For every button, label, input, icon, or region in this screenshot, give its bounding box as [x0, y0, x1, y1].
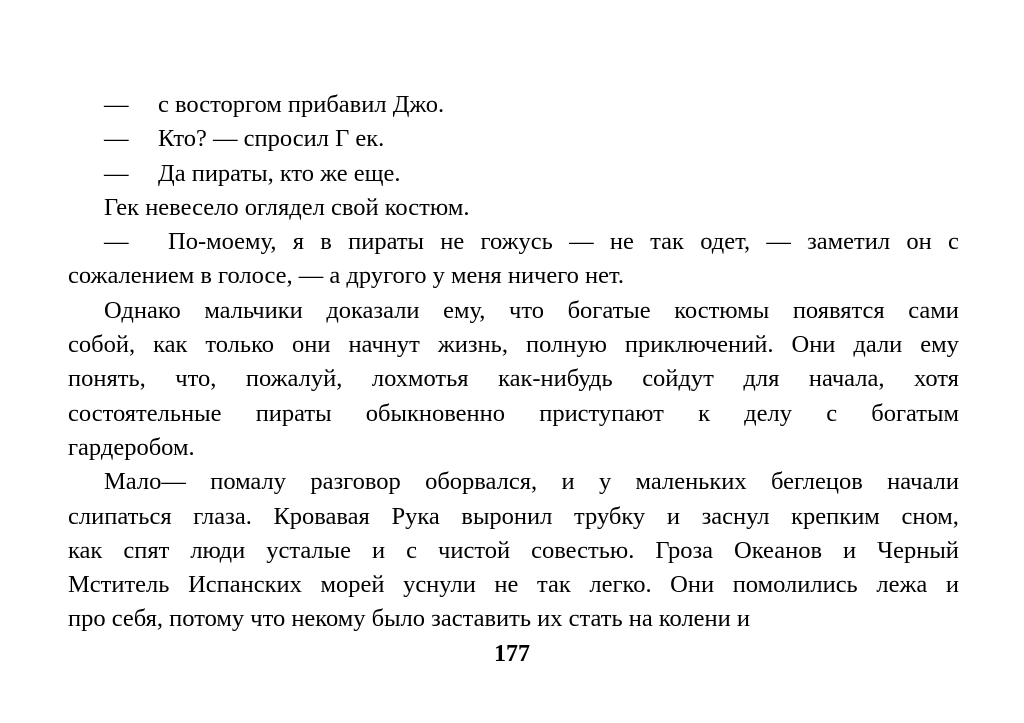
word: костюмы	[674, 296, 770, 324]
word: спят	[123, 536, 170, 564]
word: обыкновенно	[365, 399, 505, 427]
word: только	[205, 331, 274, 359]
word: и	[372, 536, 386, 564]
word: и	[561, 468, 575, 496]
word: жизнь,	[437, 331, 508, 359]
word: пожалуй,	[245, 365, 343, 393]
word: Мало—	[104, 468, 186, 496]
word: что,	[175, 365, 217, 393]
dialogue-text: Да пираты, кто же еще.	[158, 159, 401, 187]
word: ему,	[443, 296, 486, 324]
word: приступают	[539, 399, 664, 427]
word: глаза.	[193, 502, 252, 530]
word: так	[537, 571, 571, 599]
justified-line	[68, 465, 959, 499]
word: доказали	[326, 296, 420, 324]
word: начнут	[348, 331, 420, 359]
word: не	[494, 571, 519, 599]
dialogue-line	[68, 157, 959, 191]
word: с	[406, 536, 418, 564]
word: Они	[791, 331, 836, 359]
word: пираты	[255, 399, 332, 427]
word: и	[666, 502, 680, 530]
dialogue-dash: —	[104, 125, 129, 153]
justified-line	[68, 294, 959, 328]
book-page-text	[68, 88, 959, 637]
word: дали	[853, 331, 903, 359]
word: богатые	[567, 296, 651, 324]
word: легко.	[589, 571, 652, 599]
word: слипаться	[68, 502, 172, 530]
word: и	[945, 571, 959, 599]
word: у	[598, 468, 612, 496]
word: начала,	[808, 365, 885, 393]
word: разговор	[310, 468, 401, 496]
dialogue-line-justified	[68, 225, 959, 259]
word: одет,	[700, 228, 751, 256]
word: в	[320, 228, 332, 256]
justified-line	[68, 534, 959, 568]
dialogue-line	[68, 88, 959, 122]
dialogue-text: Кто? — спросил Г ек.	[158, 125, 385, 153]
word: совестью.	[531, 536, 635, 564]
word: уснули	[403, 571, 476, 599]
word: трубку	[574, 502, 646, 530]
word: собой,	[68, 331, 136, 359]
word: лохмотья	[371, 365, 469, 393]
paragraph-last-line: гардеробом.	[68, 433, 195, 461]
word: Они	[670, 571, 715, 599]
word: Океанов	[734, 536, 823, 564]
word: помалу	[210, 468, 286, 496]
word: как-нибудь	[498, 365, 613, 393]
word: крепким	[791, 502, 880, 530]
dialogue-line	[68, 122, 959, 156]
word: заснул	[701, 502, 770, 530]
word: и	[843, 536, 857, 564]
word: как	[68, 536, 103, 564]
word: он	[906, 228, 932, 256]
word: не	[440, 228, 465, 256]
word: с	[826, 399, 838, 427]
word: богатым	[871, 399, 959, 427]
word: понять,	[68, 365, 146, 393]
word: оборвался,	[425, 468, 538, 496]
word: состоятельные	[68, 399, 222, 427]
word: сном,	[901, 502, 959, 530]
word: так	[650, 228, 684, 256]
word: чистой	[438, 536, 511, 564]
paragraph-last-line: про себя, потому что некому было заставить их стать на колени и	[68, 605, 751, 633]
word: делу	[744, 399, 792, 427]
word: пираты	[348, 228, 425, 256]
word: лежа	[876, 571, 928, 599]
word: мальчики	[204, 296, 303, 324]
dialogue-text: с восторгом прибавил Джо.	[158, 91, 445, 118]
word: Гроза	[655, 536, 714, 564]
word: приключений.	[624, 331, 774, 359]
word: я	[292, 228, 305, 256]
word: беглецов	[770, 468, 863, 496]
word: помолились	[732, 571, 858, 599]
word: сами	[908, 296, 959, 324]
word: полную	[525, 331, 607, 359]
word: гожусь	[480, 228, 553, 256]
word: выронил	[461, 502, 553, 530]
justified-line	[68, 500, 959, 534]
word: что	[509, 296, 544, 324]
dialogue-dash: —	[104, 228, 129, 256]
word: По-моему,	[168, 228, 277, 256]
justified-line	[68, 362, 959, 396]
word: для	[743, 365, 780, 393]
word: хотя	[914, 365, 959, 393]
word: Мститель	[68, 571, 170, 599]
word: —	[766, 228, 791, 256]
justified-line	[68, 397, 959, 431]
page-number: 177	[494, 641, 530, 667]
word: сойдут	[642, 365, 714, 393]
word: Рука	[391, 502, 440, 530]
word: они	[291, 331, 331, 359]
word: ему	[920, 331, 959, 359]
word: Черный	[877, 536, 959, 564]
word: к	[698, 399, 710, 427]
word: Кровавая	[273, 502, 370, 530]
word: люди	[190, 536, 246, 564]
dialogue-dash: —	[104, 91, 129, 118]
word: маленьких	[635, 468, 747, 496]
paragraph	[68, 465, 959, 602]
narration-line: Гек невесело оглядел свой костюм.	[104, 193, 470, 221]
word: морей	[320, 571, 385, 599]
word: заметил	[807, 228, 891, 256]
word: усталые	[266, 536, 351, 564]
paragraph	[68, 294, 959, 431]
word: начали	[887, 468, 959, 496]
justified-line	[68, 328, 959, 362]
word: не	[609, 228, 634, 256]
dialogue-dash: —	[104, 159, 129, 187]
justified-line	[68, 568, 959, 602]
word: —	[569, 228, 594, 256]
narration-line: сожалением в голосе, — а другого у меня ничего нет.	[68, 262, 625, 290]
dialogue-lead	[104, 225, 276, 259]
word: Однако	[104, 296, 181, 324]
word: появятся	[792, 296, 885, 324]
word: Испанских	[188, 571, 302, 599]
word: как	[153, 331, 188, 359]
word: с	[948, 228, 959, 256]
